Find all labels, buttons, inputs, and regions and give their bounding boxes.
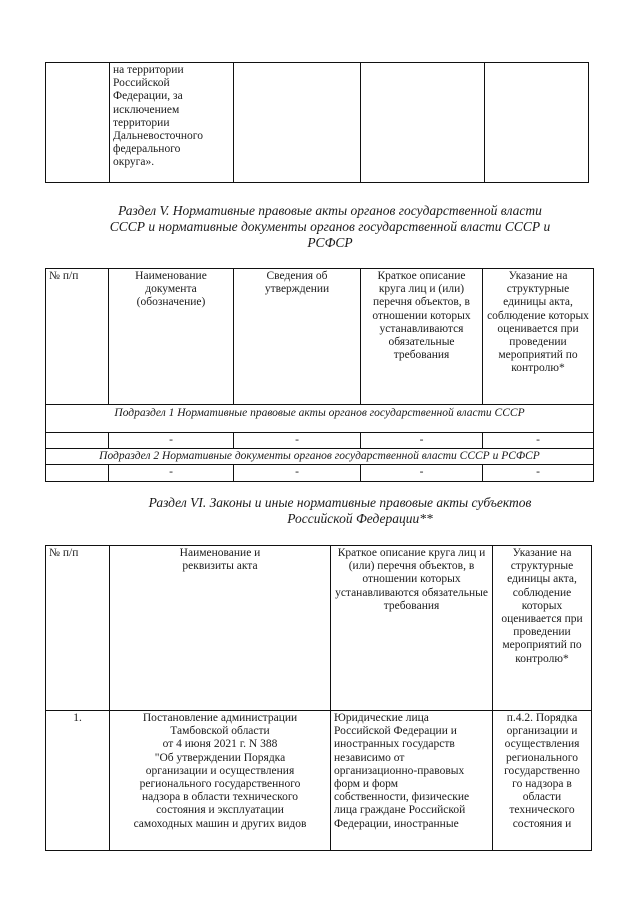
cont-cell-num <box>46 63 110 183</box>
cont-line: Федерации, за <box>113 90 183 103</box>
s5-dash: - <box>361 433 483 449</box>
s6-row1-units <box>493 711 592 851</box>
s6-header-act: Наименование и реквизиты акта <box>110 546 331 711</box>
cont-line: Российской <box>113 77 170 90</box>
s6-header-description: Краткое описание круга лиц и (или) перечня объектов, в отношении которых устанавливаются обязательные требования <box>331 546 493 711</box>
cont-line: федерального <box>113 143 181 156</box>
units-line: го надзора в <box>512 778 572 791</box>
units-line: организации и <box>506 725 578 738</box>
persons-line: Федерации, иностранные <box>334 817 459 830</box>
section5-table <box>45 268 594 482</box>
units-line: регионального <box>506 751 578 764</box>
persons-line: Российской Федерации и <box>334 725 457 738</box>
s5-subsection1: Подраздел 1 Нормативные правовые акты органов государственной власти СССР <box>46 405 594 433</box>
s5-header-name: Наименование документа (обозначение) <box>109 269 234 405</box>
persons-line: форм и форм <box>334 778 399 791</box>
cont-line: на территории <box>113 64 184 76</box>
section5-title-line: СССР и нормативные документы органов государственной власти СССР и <box>109 219 551 234</box>
s5-header-description: Краткое описание круга лиц и (или) перечня объектов, в отношении которых устанавливаются обязательные требования <box>361 269 483 405</box>
act-line: Тамбовской области <box>170 725 270 738</box>
section6-table <box>45 545 592 851</box>
s5-dash: - <box>109 465 234 481</box>
s5-header-units: Указание на структурные единицы акта, соблюдение которых оценивается при проведении мероприятий по контролю* <box>483 269 594 405</box>
section5-title-line: РСФСР <box>307 235 353 250</box>
s6-row1-num: 1. <box>46 711 110 851</box>
units-line: осуществления <box>504 738 580 751</box>
cont-cell-5 <box>485 63 589 183</box>
s5-dash: - <box>361 465 483 481</box>
s5-empty <box>46 433 109 449</box>
cont-cell-4 <box>361 63 485 183</box>
section6-title-line: Российской Федерации** <box>287 511 433 526</box>
s6-row1-act <box>110 711 331 851</box>
cont-cell-text <box>110 63 234 183</box>
s5-header-num: № п/п <box>46 269 109 405</box>
act-line: от 4 июня 2021 г. N 388 <box>162 738 278 751</box>
s6-header-num: № п/п <box>46 546 110 711</box>
cont-line: Дальневосточного <box>113 130 203 143</box>
s5-dash: - <box>483 465 594 481</box>
continuation-table <box>45 62 589 183</box>
units-line: п.4.2. Порядка <box>506 712 578 724</box>
cont-line: исключением <box>113 103 180 116</box>
act-line: Постановление администрации <box>142 712 298 724</box>
persons-line: иностранных государств <box>334 738 455 751</box>
s5-subsection2: Подраздел 2 Нормативные документы органов государственной власти СССР и РСФСР <box>46 449 594 465</box>
act-line: надзора в области технического <box>141 791 299 804</box>
persons-line: организационно-правовых <box>334 764 465 777</box>
act-line: "Об утверждении Порядка <box>154 751 286 764</box>
s6-row1-persons <box>331 711 493 851</box>
units-line: области <box>522 791 562 804</box>
section6-title <box>110 495 570 527</box>
act-line: состояния и эксплуатации <box>156 804 284 817</box>
units-line: состояния и <box>512 817 572 830</box>
persons-line: лица граждане Российской <box>334 804 466 817</box>
s5-dash: - <box>234 465 361 481</box>
cont-line: территории <box>113 116 170 129</box>
cont-cell-3 <box>234 63 361 183</box>
persons-line: собственности, физические <box>334 791 470 804</box>
act-line: организации и осуществления <box>145 764 295 777</box>
section5-title <box>40 203 620 251</box>
s6-header-units: Указание на структурные единицы акта, соблюдение которых оценивается при проведении мероприятий по контролю* <box>493 546 592 711</box>
section6-title-line: Раздел VI. Законы и иные нормативные правовые акты субъектов <box>148 495 532 510</box>
s5-header-approval: Сведения об утверждении <box>234 269 361 405</box>
persons-line: Юридические лица <box>334 712 429 724</box>
s5-empty <box>46 465 109 481</box>
s5-dash: - <box>483 433 594 449</box>
units-line: технического <box>509 804 575 817</box>
section5-title-line: Раздел V. Нормативные правовые акты органов государственной власти <box>118 203 542 218</box>
persons-line: независимо от <box>334 751 405 764</box>
s5-dash: - <box>234 433 361 449</box>
cont-line: округа». <box>113 156 155 169</box>
act-line: регионального государственного <box>139 778 301 791</box>
act-line: самоходных машин и других видов <box>133 817 307 830</box>
units-line: государственно <box>504 764 580 777</box>
s5-dash: - <box>109 433 234 449</box>
